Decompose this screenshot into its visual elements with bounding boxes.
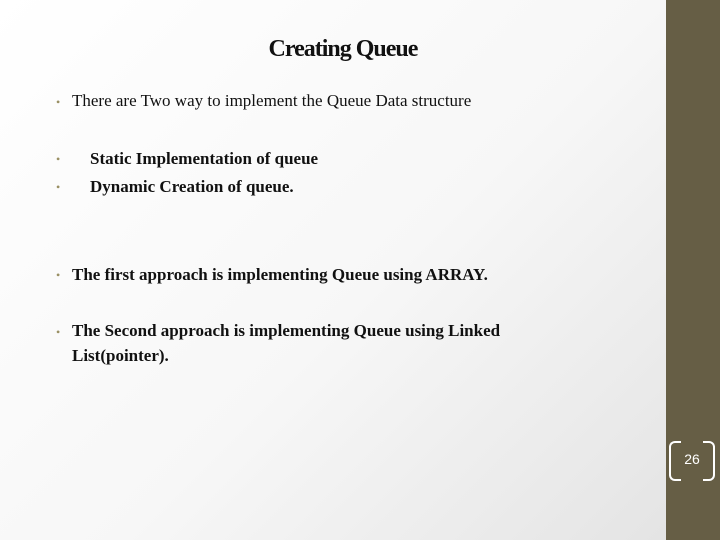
bullet-icon: • xyxy=(56,180,61,194)
page-number: 26 xyxy=(684,451,700,467)
array-approach-text: The first approach is implementing Queue using ARRAY. xyxy=(72,265,488,284)
intro-text: There are Two way to implement the Queue Data structure xyxy=(72,91,472,110)
bullet-icon: • xyxy=(56,325,61,339)
bullet-icon: • xyxy=(56,152,61,166)
bullet-icon: • xyxy=(56,268,61,282)
slide-title: Creating Queue xyxy=(268,36,418,62)
linked-approach-line2: List(pointer). xyxy=(72,346,169,365)
linked-approach-line1: The Second approach is implementing Queue using Linked xyxy=(72,321,501,340)
page-number-badge xyxy=(669,441,715,479)
bullet-icon: • xyxy=(56,95,61,109)
sub-item-static: Static Implementation of queue xyxy=(90,149,319,168)
sub-item-dynamic: Dynamic Creation of queue. xyxy=(90,177,294,196)
